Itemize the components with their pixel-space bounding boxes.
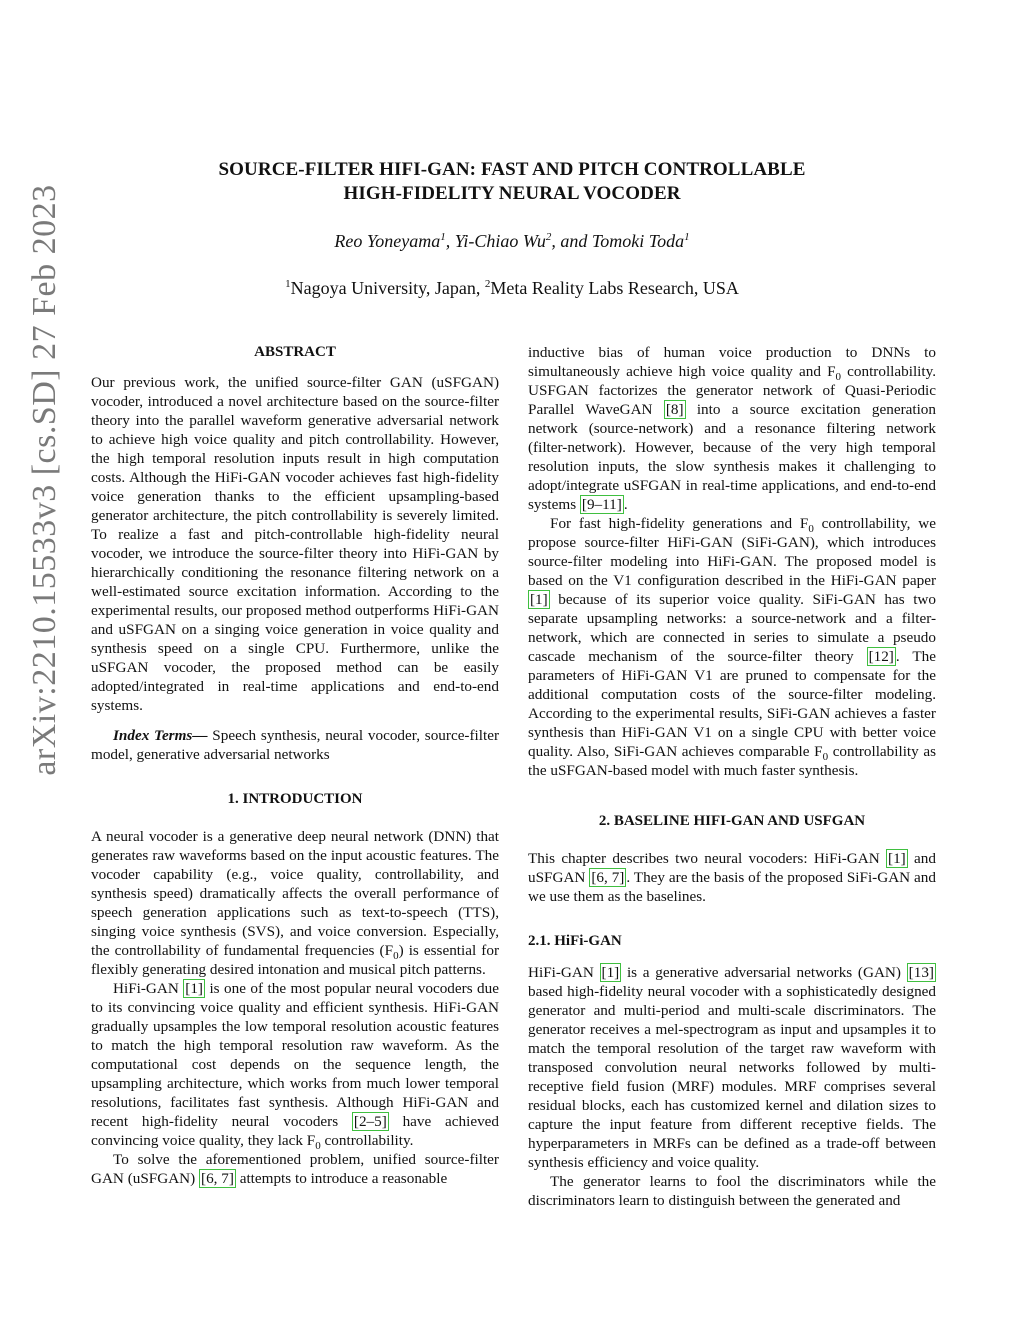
author-name: Tomoki Toda — [591, 231, 685, 251]
citation-link[interactable]: [1] — [185, 980, 203, 997]
citation-link[interactable]: [9–11] — [581, 496, 622, 513]
affiliation-mark: 2 — [484, 278, 491, 290]
intro-paragraph-continued — [528, 343, 936, 514]
paragraph-text: . The parameters of HiFi-GAN V1 are pruned to compensate for the additional computation costs of the source-filter modeling. According to the experimental results, SiFi-GAN achieves a faster synthesis than HiFi-GAN V1 on a single CPU with better voice quality. Also, SiFi-GAN achieves comparable F — [528, 648, 937, 760]
paragraph-text: and uSFGAN — [528, 850, 936, 886]
paragraph-text: This chapter describes two neural vocoders: HiFi-GAN — [528, 850, 887, 867]
title-line-2: HIGH-FIDELITY NEURAL VOCODER — [343, 183, 681, 204]
citation-link[interactable]: [1] — [530, 591, 548, 608]
affiliation-mark: 1 — [440, 231, 446, 243]
section-2-intro — [528, 849, 936, 906]
citation-link[interactable]: [1] — [888, 850, 906, 867]
paragraph-text: . They are the basis of the proposed SiFi-GAN and we use them as the baselines. — [528, 869, 936, 905]
paragraph-text: controllability. — [320, 1132, 414, 1149]
paragraph-text: is a generative adversarial networks (GAN) — [621, 964, 907, 981]
affiliation-mark: 1 — [684, 231, 690, 243]
section-2-heading: 2. BASELINE HIFI-GAN AND USFGAN — [598, 813, 866, 829]
author-separator: , and — [551, 231, 592, 251]
paragraph-text: controllability as the uSFGAN-based model with much faster synthesis. — [528, 743, 937, 779]
arxiv-identifier: arXiv:2210.15533v3 [cs.SD] 27 Feb 2023 — [26, 184, 63, 776]
affiliation-2: Meta Reality Labs Research, USA — [490, 278, 739, 298]
section-1-heading: 1. INTRODUCTION — [227, 791, 363, 807]
author-separator: , — [445, 231, 455, 251]
paragraph-text: . — [623, 496, 628, 513]
paragraph-text: controllability. USFGAN factorizes the generator network of Quasi-Periodic Parallel WaveGAN — [528, 363, 937, 418]
paragraph-text: For fast high-fidelity generations and F — [550, 515, 809, 532]
paragraph-text: based high-fidelity neural vocoder with a sophisticatedly designed generator and multi-period and multi-scale discriminators. The generator receives a mel-spectrogram as input and upsamples it to match the temporal resolution of the target raw waveform with transposed convolution neural networks followed by multi-receptive field fusion (MRF) modules. MRF comprises several residual blocks, each has customized kernel and dilation sizes to capture the input feature from different receptive fields. The hyperparameters in MRFs can be defined as a trade-off between synthesis efficiency and voice quality. — [528, 983, 936, 1171]
paragraph-text: have achieved convincing voice quality, they lack F — [91, 1113, 499, 1149]
paragraph-text: into a source excitation generation network (source-network) and a resonance filtering network (filter-network). However, because of the very high temporal resolution inputs, the slow synthesis makes it challenging to adopt/integrate uSFGAN in real-time applications, and end-to-end systems — [528, 401, 936, 513]
intro-paragraph-4 — [528, 514, 936, 780]
citation-link[interactable]: [2–5] — [353, 1113, 387, 1130]
paragraph-text: controllability, we propose source-filter HiFi-GAN (SiFi-GAN), which introduces source-filter modeling into HiFi-GAN. The proposed model is based on the V1 configuration described in the HiFi-GAN paper — [528, 515, 936, 589]
index-terms-text: Speech synthesis, neural vocoder, source-filter model, generative adversarial networks — [91, 727, 500, 763]
paragraph-text: because of its superior voice quality. SiFi-GAN has two separate upsampling networks: a source-network and a filter-network, which are connected in series to simulate a pseudo cascade mechanism of the source-filter theory — [528, 591, 936, 665]
citation-link[interactable]: [1] — [601, 964, 620, 981]
intro-paragraph-1 — [91, 827, 499, 979]
affiliations — [0, 277, 1024, 299]
index-terms — [91, 726, 499, 764]
affiliation-mark: 1 — [285, 278, 291, 290]
citation-link[interactable]: [6, 7] — [201, 1170, 234, 1187]
paragraph-text: To solve the aforementioned problem, unified source-filter GAN (uSFGAN) — [91, 1151, 499, 1187]
abstract-text: Our previous work, the unified source-filter GAN (uSFGAN) vocoder, introduced a novel architecture based on the source-filter theory into the parallel waveform generative adversarial network to achieve high voice quality and pitch controllability. However, the high temporal resolution inputs result in high computation costs. Although the HiFi-GAN vocoder achieves fast high-fidelity voice generation thanks to the efficient upsampling-based generator architecture, the pitch controllability is severely limited. To realize a fast and pitch-controllable high-fidelity neural vocoder, we introduce the source-filter theory into HiFi-GAN by hierarchically conditioning the resonance filtering network on a well-estimated source excitation information. According to the experimental results, our proposed method outperforms HiFi-GAN and uSFGAN on a singing voice generation in voice quality and synthesis speed on a single CPU. Furthermore, unlike the uSFGAN vocoder, the proposed method can be easily adopted/integrated in real-time applications and end-to-end systems. — [91, 374, 499, 714]
hifigan-paragraph-2: The generator learns to fool the discriminators while the discriminators learn to distinguish between the generated and — [528, 1173, 936, 1209]
intro-paragraph-3 — [91, 1150, 499, 1188]
paragraph-text: A neural vocoder is a generative deep neural network (DNN) that generates raw waveforms based on the input acoustic features. The vocoder capability (e.g., voice quality, controllability, and synthesis speed) dramatically affects the overall performance of speech generation applications such as text-to-speech (TTS), singing voice synthesis (SVS), and voice conversion. Especially, the controllability of fundamental frequencies (F — [91, 828, 499, 959]
subscript: 0 — [822, 751, 829, 764]
right-column — [528, 343, 936, 1210]
paragraph-text: inductive bias of human voice production to DNNs to simultaneously achieve high voice quality and F — [528, 344, 936, 380]
paragraph-text: HiFi-GAN — [528, 964, 600, 981]
citation-link[interactable]: [8] — [665, 401, 684, 418]
abstract-heading: ABSTRACT — [254, 344, 336, 360]
subscript: 0 — [393, 950, 399, 963]
index-terms-label: Index Terms— — [113, 727, 208, 744]
intro-paragraph-2 — [91, 979, 499, 1153]
subscript: 0 — [808, 523, 814, 536]
paragraph-text: is one of the most popular neural vocoders due to its convincing voice quality and efficient synthesis. HiFi-GAN gradually upsamples the low temporal resolution acoustic features to match the high temporal resolution raw waveform. As the computational cost depends on the sequence length, the upsampling architecture, which works from much lower temporal resolutions, facilitates fast synthesis. Although HiFi-GAN and recent high-fidelity neural vocoders — [91, 980, 499, 1130]
affiliation-1: Nagoya University, Japan, — [290, 278, 485, 298]
citation-link[interactable]: [12] — [868, 648, 894, 665]
hifigan-paragraph-1 — [528, 963, 936, 1172]
citation-link[interactable]: [13] — [908, 964, 934, 981]
author-name: Yi-Chiao Wu — [454, 231, 546, 251]
subscript: 0 — [315, 1140, 321, 1153]
paragraph-text: HiFi-GAN — [113, 980, 184, 997]
paper-title — [0, 158, 1024, 206]
author-name: Reo Yoneyama — [334, 231, 441, 251]
author-list — [0, 230, 1024, 252]
title-line-1: SOURCE-FILTER HIFI-GAN: FAST AND PITCH CONTROLLABLE — [218, 159, 806, 180]
paragraph-text: ) is essential for flexibly generating desired intonation and musical pitch patterns. — [91, 942, 499, 978]
left-column — [91, 343, 499, 1188]
citation-link[interactable]: [6, 7] — [591, 869, 625, 886]
subscript: 0 — [835, 371, 842, 384]
affiliation-mark: 2 — [545, 231, 552, 243]
subsection-2-1-heading: 2.1. HiFi-GAN — [528, 933, 622, 949]
paragraph-text: attempts to introduce a reasonable — [235, 1170, 448, 1187]
